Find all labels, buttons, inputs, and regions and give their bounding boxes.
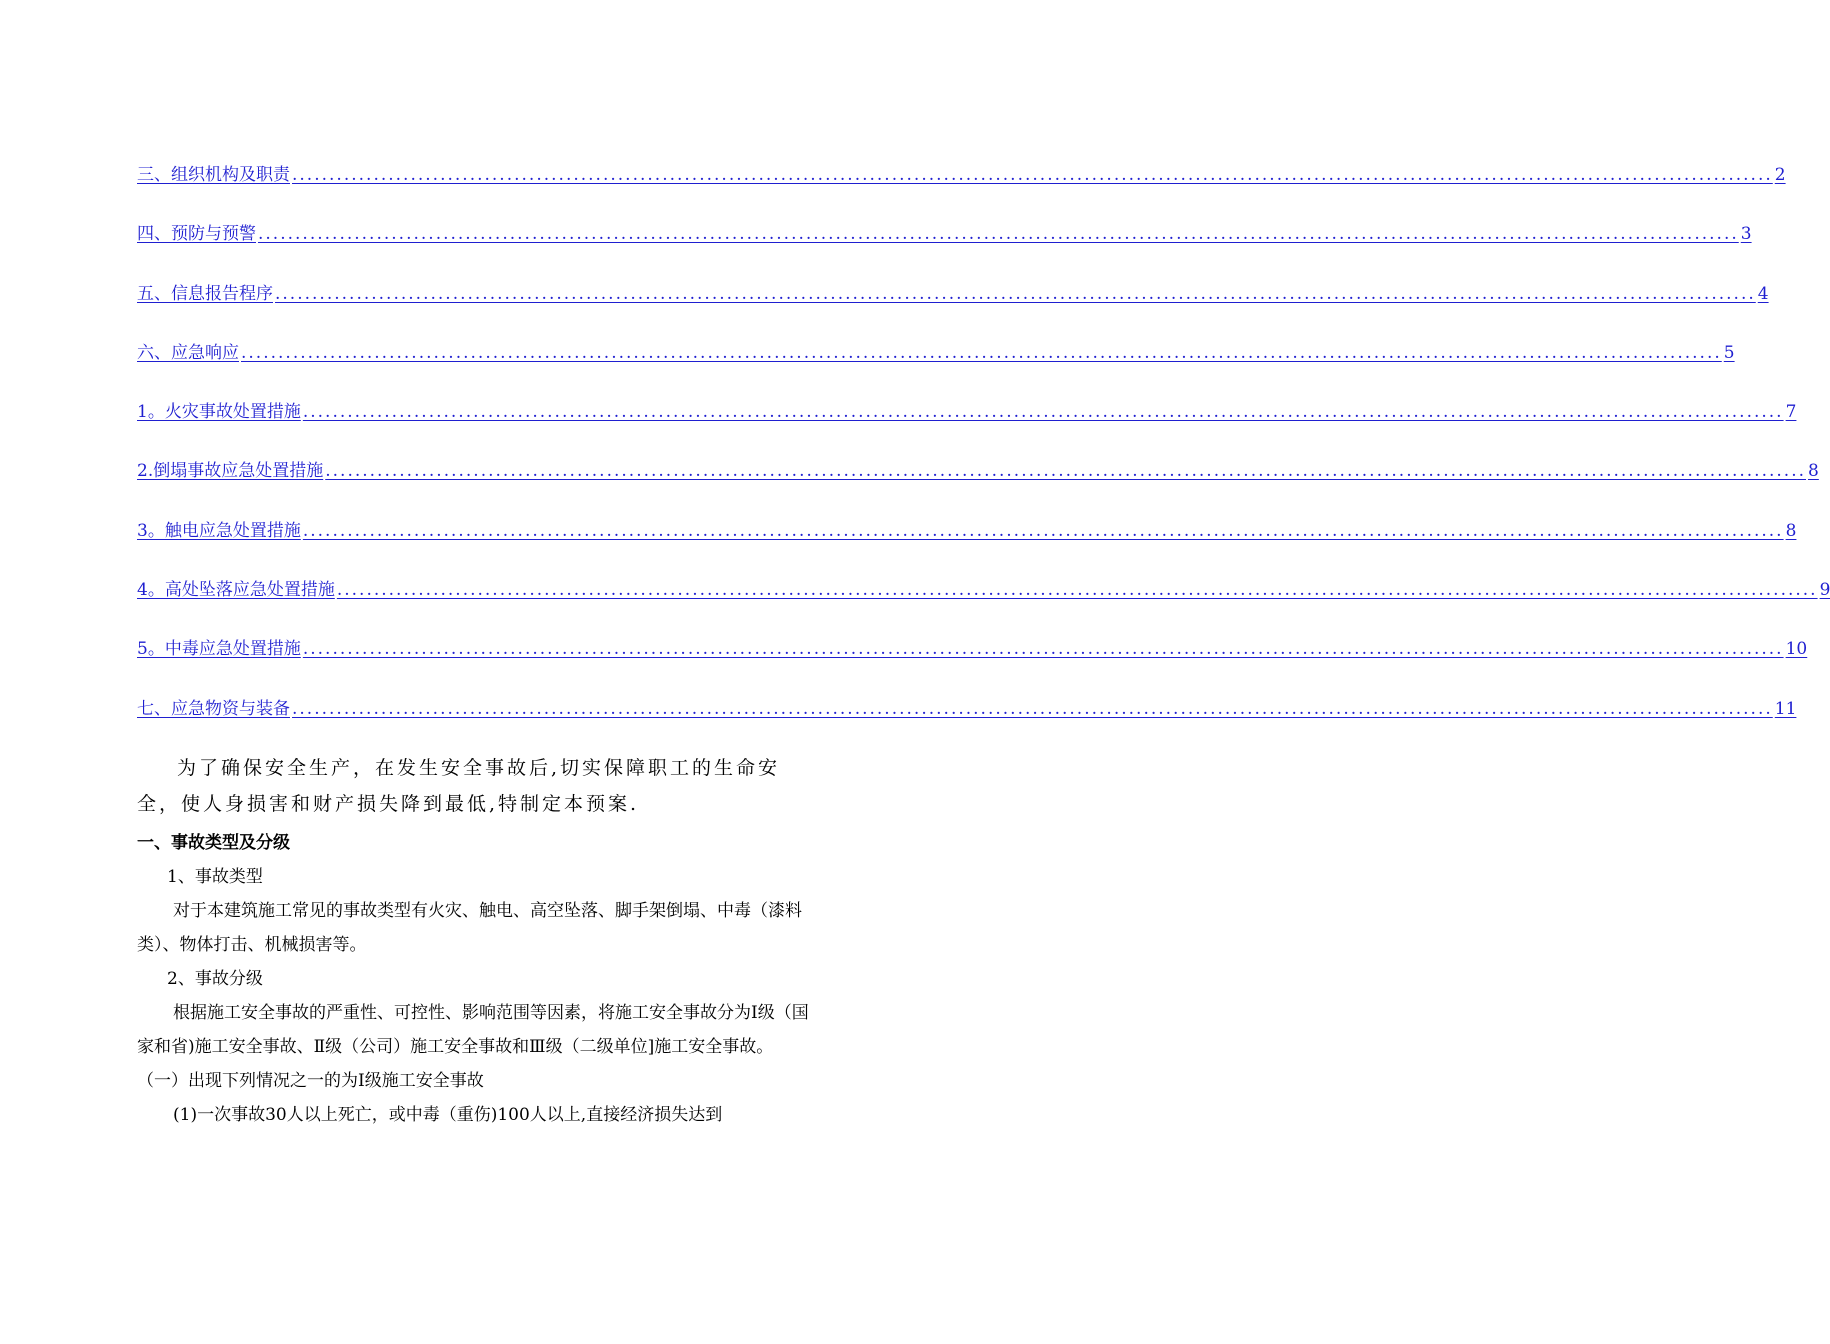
toc-entry-title[interactable]: 四、预防与预警 <box>137 224 256 245</box>
toc-dot-leader: ........................................................................................................................................................................................................ <box>241 342 1722 363</box>
toc-entry[interactable] <box>137 634 1808 693</box>
toc-entry[interactable] <box>137 575 1830 634</box>
section-heading-accident-types: 一、事故类型及分级 <box>137 833 290 853</box>
toc-dot-leader: ........................................................................................................................................................................................................ <box>292 165 1773 185</box>
toc-entry-page-number[interactable]: 5 <box>1723 342 1735 363</box>
toc-entry-title[interactable]: 1。火灾事故处置措施 <box>137 402 301 423</box>
toc-entry-title[interactable]: 三、组织机构及职责 <box>137 165 290 185</box>
toc-dot-leader: ........................................................................................................................................................................................................ <box>275 283 1756 304</box>
level-1-heading: （一）出现下列情况之一的为Ⅰ级施工安全事故 <box>137 1071 484 1091</box>
toc-entry[interactable] <box>137 338 1735 397</box>
document-body <box>137 750 817 1132</box>
toc-entry-title[interactable]: 2.倒塌事故应急处置措施 <box>137 461 324 482</box>
toc-entry-title[interactable]: 五、信息报告程序 <box>137 283 273 304</box>
subheading-accident-types: 1、事故类型 <box>167 867 263 887</box>
toc-entry-title[interactable]: 七、应急物资与装备 <box>137 698 290 719</box>
toc-dot-leader: ........................................................................................................................................................................................................ <box>258 224 1739 245</box>
toc-entry-page-number[interactable]: 3 <box>1740 224 1752 245</box>
table-of-contents <box>137 160 1830 753</box>
toc-entry-page-number[interactable]: 9 <box>1819 580 1830 601</box>
toc-entry-title[interactable]: 六、应急响应 <box>137 342 239 363</box>
toc-dot-leader: ........................................................................................................................................................................................................ <box>325 461 1806 482</box>
toc-dot-leader: ........................................................................................................................................................................................................ <box>302 520 1784 541</box>
toc-entry[interactable] <box>137 456 1819 515</box>
toc-entry-page-number[interactable]: 8 <box>1785 520 1797 541</box>
toc-entry-page-number[interactable]: 4 <box>1757 283 1769 304</box>
toc-dot-leader: ........................................................................................................................................................................................................ <box>302 639 1784 660</box>
subheading-accident-levels: 2、事故分级 <box>167 969 263 989</box>
toc-entry-page-number[interactable]: 7 <box>1785 402 1797 423</box>
toc-dot-leader: ........................................................................................................................................................................................................ <box>292 698 1773 719</box>
toc-entry[interactable] <box>137 397 1797 456</box>
toc-entry-title[interactable]: 4。高处坠落应急处置措施 <box>137 580 335 601</box>
paragraph-accident-levels: 根据施工安全事故的严重性、可控性、影响范围等因素，将施工安全事故分为Ⅰ级（国家和省)施工安全事故、Ⅱ级（公司）施工安全事故和Ⅲ级（二级单位]施工安全事故。 <box>137 1003 809 1057</box>
toc-entry-page-number[interactable]: 10 <box>1785 639 1808 660</box>
toc-entry-title[interactable]: 5。中毒应急处置措施 <box>137 639 301 660</box>
toc-entry[interactable] <box>137 279 1769 338</box>
toc-entry[interactable] <box>137 160 1786 219</box>
toc-entry[interactable] <box>137 694 1797 753</box>
level-1-item-1: (1)一次事故30人以上死亡，或中毒（重伤)100人以上,直接经济损失达到 <box>173 1105 723 1125</box>
toc-entry-page-number[interactable]: 8 <box>1808 461 1819 482</box>
toc-entry-page-number[interactable]: 11 <box>1774 698 1797 719</box>
toc-entry[interactable] <box>137 219 1752 278</box>
toc-entry-title[interactable]: 3。触电应急处置措施 <box>137 520 301 541</box>
toc-dot-leader: ........................................................................................................................................................................................................ <box>302 402 1784 423</box>
intro-paragraph: 为了确保安全生产，在发生安全事故后,切实保障职工的生命安全，使人身损害和财产损失降到最低,特制定本预案. <box>137 757 781 815</box>
toc-dot-leader: ........................................................................................................................................................................................................ <box>336 580 1818 601</box>
toc-entry-page-number[interactable]: 2 <box>1774 165 1786 185</box>
toc-entry[interactable] <box>137 516 1797 575</box>
paragraph-accident-types: 对于本建筑施工常见的事故类型有火灾、触电、高空坠落、脚手架倒塌、中毒（漆料类）、物体打击、机械损害等。 <box>137 901 802 955</box>
